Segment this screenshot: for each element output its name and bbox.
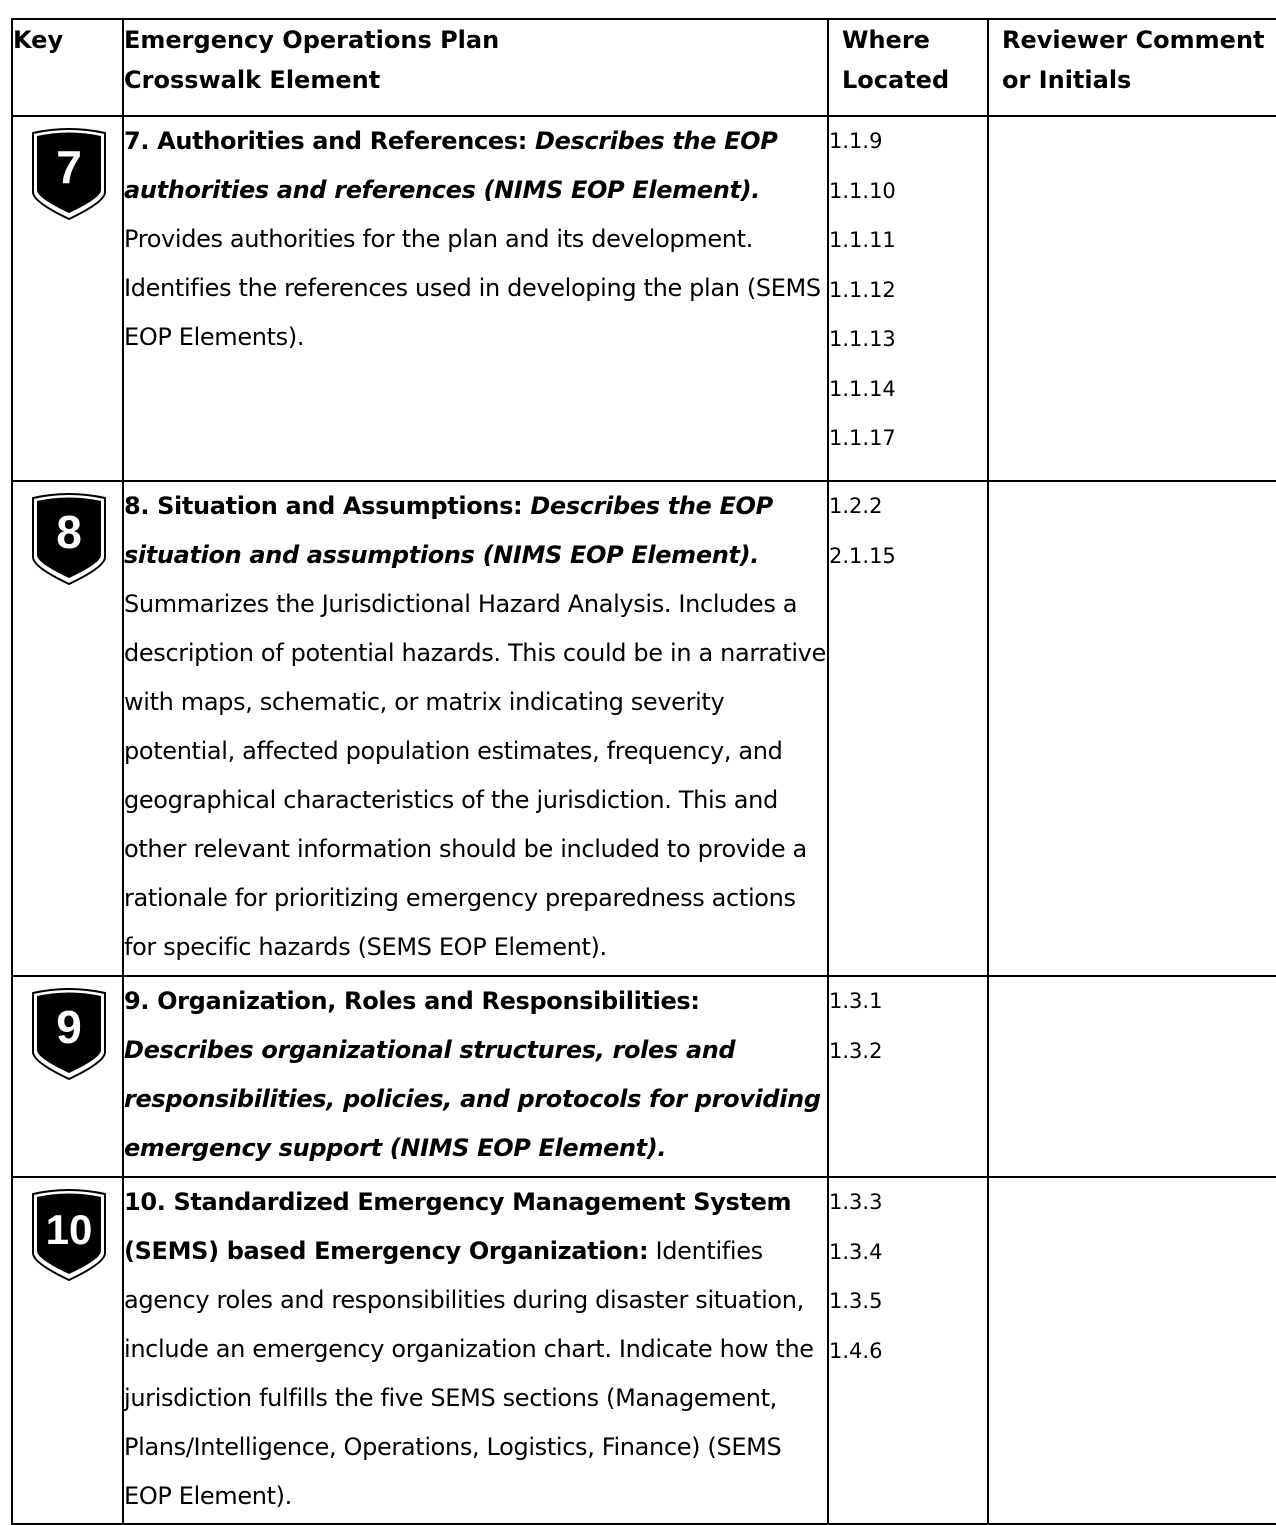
table-row-9 [12,976,1276,1177]
reviewer-comment-cell [988,116,1276,481]
crosswalk-table [11,18,1276,1525]
where-located-item: 1.1.12 [829,277,896,302]
where-located-item: 1.3.4 [829,1239,883,1264]
where-located-item: 1.3.5 [829,1289,883,1313]
where-located-cell [828,481,988,976]
reviewer-comment-cell [988,1177,1276,1524]
badge-number: 8 [56,506,82,558]
element-nims-description: Describes organizational structures, roles and responsibilities, policies, and protocols for providing emergency support (NIMS EOP Element). [124,1036,821,1162]
where-located-item: 1.1.9 [829,129,883,153]
badge-number: 9 [56,1001,82,1053]
table-body [12,116,1276,1524]
element-title: 10. Standardized Emergency Management System (SEMS) based Emergency Organization: [124,1188,792,1265]
element-cell [123,116,828,481]
element-cell [123,976,828,1177]
where-located-item: 1.1.11 [829,228,896,252]
header-row [12,19,1276,116]
header-element-line2: Crosswalk Element [124,66,381,94]
shield-badge-icon [30,984,108,1081]
where-located-item: 1.3.3 [829,1190,883,1214]
where-located-item: 1.3.2 [829,1038,883,1063]
table-row-8 [12,481,1276,976]
table-row-7 [12,116,1276,481]
header-where-located [828,19,988,116]
badge-number: 10 [45,1206,93,1253]
element-body: Identifies agency roles and responsibilities during disaster situation, include an emergency organization chart. Indicate how the jurisdiction fulfills the five SEMS sections (Management, Plans/Intelligence, Operations, Logistics, Finance) (SEMS EOP Element). [124,1237,814,1510]
shield-badge-icon [30,1185,108,1282]
where-located-cell [828,116,988,481]
header-reviewer-line2: or Initials [1002,66,1132,94]
key-cell [12,1177,123,1524]
header-where-line1: Where [842,26,930,54]
element-body: Summarizes the Jurisdictional Hazard Analysis. Includes a description of potential hazards. This could be in a narrative with maps, schematic, or matrix indicating severity potential, affected population estimates, frequency, and geographical characteristics of the jurisdiction. This and other relevant information should be included to provide a rationale for prioritizing emergency preparedness actions for specific hazards (SEMS EOP Element). [124,590,826,961]
shield-badge-icon [30,489,108,586]
where-located-item: 2.1.15 [829,543,896,568]
reviewer-comment-cell [988,481,1276,976]
where-located-item: 1.4.6 [829,1338,883,1363]
key-cell [12,481,123,976]
where-located-item: 1.1.13 [829,327,896,351]
header-element [123,19,828,116]
element-nims-description: Describes the EOP situation and assumptions (NIMS EOP Element). [124,492,773,569]
table-row-10 [12,1177,1276,1524]
element-title: 7. Authorities and References: [124,127,535,155]
where-located-item: 1.3.1 [829,989,883,1013]
element-cell [123,1177,828,1524]
reviewer-comment-cell [988,976,1276,1177]
key-cell [12,116,123,481]
header-element-line1: Emergency Operations Plan [124,26,500,54]
header-reviewer-line1: Reviewer Comment [1002,26,1265,54]
table-header [12,19,1276,116]
where-located-item: 1.1.10 [829,178,896,203]
element-body: Provides authorities for the plan and its development. Identifies the references used in developing the plan (SEMS EOP Elements). [124,225,821,351]
header-key: Key [12,19,123,116]
key-cell [12,976,123,1177]
where-located-item: 1.2.2 [829,494,883,518]
element-nims-description: Describes the EOP authorities and references (NIMS EOP Element). [124,127,778,204]
where-located-item: 1.1.14 [829,376,896,401]
where-located-item: 1.1.17 [829,426,896,450]
where-located-cell [828,976,988,1177]
shield-badge-icon [30,124,108,221]
header-reviewer-comment [988,19,1276,116]
header-where-line2: Located [842,66,950,94]
element-title: 9. Organization, Roles and Responsibilities: [124,987,700,1015]
where-located-cell [828,1177,988,1524]
element-cell [123,481,828,976]
element-title: 8. Situation and Assumptions: [124,492,531,520]
badge-number: 7 [56,141,82,193]
